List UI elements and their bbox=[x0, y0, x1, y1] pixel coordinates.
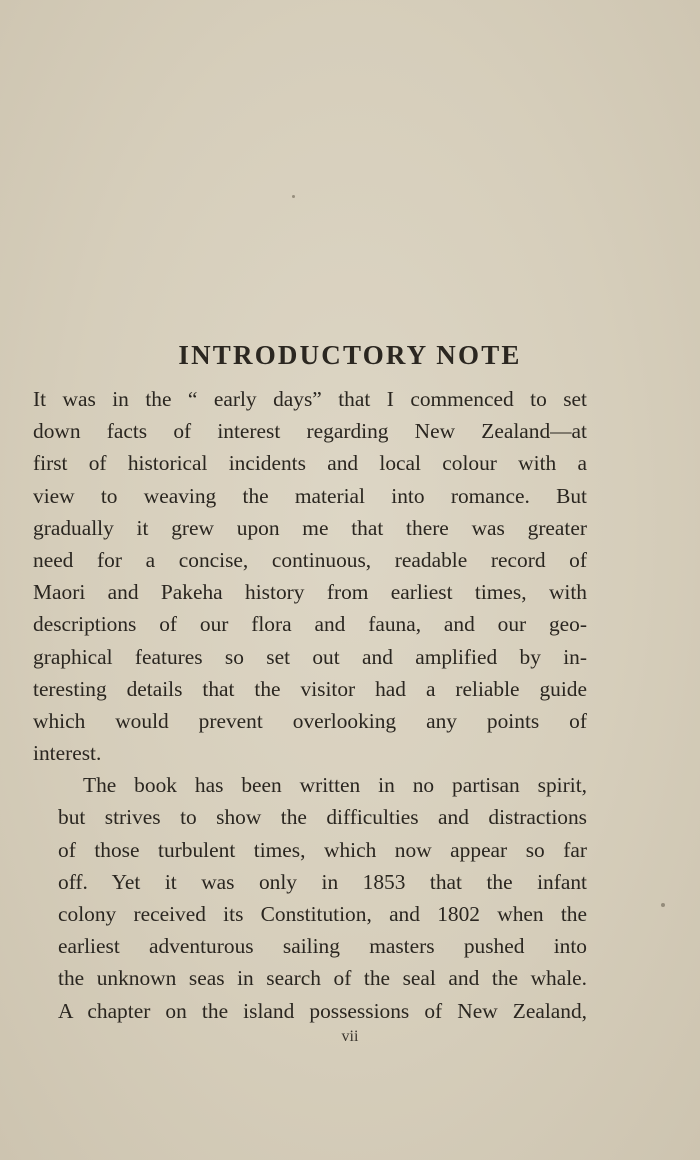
text-line: interest. bbox=[33, 741, 102, 766]
text-line: the unknown seas in search of the seal and the whale. bbox=[58, 966, 587, 991]
text-line: Maori and Pakeha history from earliest times, with bbox=[33, 580, 587, 605]
text-line: of those turbulent times, which now appear so far bbox=[58, 837, 587, 862]
text-line: teresting details that the visitor had a reliable guide bbox=[33, 676, 587, 701]
text-line: earliest adventurous sailing masters pushed into bbox=[58, 934, 587, 959]
body-text bbox=[33, 383, 587, 1027]
text-line: colony received its Constitution, and 1802 when the bbox=[58, 902, 587, 926]
text-line: gradually it grew upon me that there was greater bbox=[33, 515, 587, 540]
text-line: It was in the “ early days” that I commenced to set bbox=[33, 387, 587, 411]
chapter-heading: INTRODUCTORY NOTE bbox=[178, 340, 522, 371]
paper-speck bbox=[292, 195, 295, 198]
paragraph-2 bbox=[33, 769, 587, 1027]
text-line: view to weaving the material into romance. But bbox=[33, 483, 587, 508]
text-line: graphical features so set out and amplified by in- bbox=[33, 644, 587, 669]
text-line: off. Yet it was only in 1853 that the infant bbox=[58, 869, 587, 894]
text-line: The book has been written in no partisan spirit, bbox=[83, 773, 587, 798]
text-line: A chapter on the island possessions of New Zealand, bbox=[58, 998, 587, 1023]
text-line: down facts of interest regarding New Zealand—at bbox=[33, 419, 587, 444]
paper-speck bbox=[661, 903, 665, 907]
page-number: vii bbox=[341, 1028, 359, 1045]
paragraph-1 bbox=[33, 383, 587, 769]
text-line: need for a concise, continuous, readable record of bbox=[33, 547, 587, 572]
text-line: first of historical incidents and local colour with a bbox=[33, 451, 587, 476]
text-line: but strives to show the difficulties and distractions bbox=[58, 805, 587, 830]
text-line: which would prevent overlooking any points of bbox=[33, 708, 587, 733]
text-line: descriptions of our flora and fauna, and our geo- bbox=[33, 612, 587, 637]
